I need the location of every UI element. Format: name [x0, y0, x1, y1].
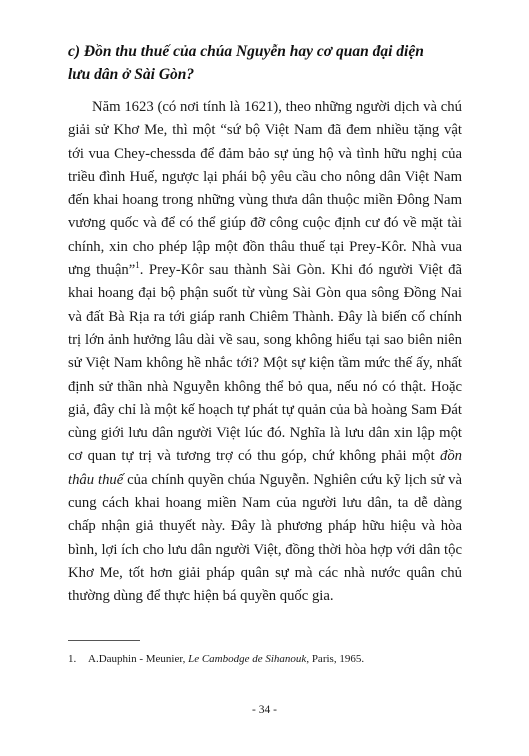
- footnote-title: Le Cambodge de Sihanouk: [188, 653, 307, 665]
- footnote-reference: 1: [135, 260, 140, 271]
- body-text-part-2: . Prey-Kôr sau thành Sài Gòn. Khi đó người Việt đã khai hoang đại bộ phận suốt từ vùng Sài Gòn qua sông Đồng Nai và đất Bà Rịa ra tới giáp ranh Chiêm Thành. Đây là biến cố chính trị lớn ảnh hưởng lâu dài về sau, song không hiểu tại sao biên niên sử Việt Nam không hề nhắc tới? Một sự kiện tầm mức thế ấy, nhất định sử thần nhà Nguyễn không thể bỏ qua, nếu nó có thật. Hoặc giả, đây chỉ là một kế hoạch tự phát tự quản của bà hoàng Sam Đát cùng giới lưu dân người Việt lúc đó. Nghĩa là lưu dân xin lập một cơ quan tự trị và tương trợ có thu góp, chứ không phải một: [68, 262, 462, 465]
- footnote-rest: , Paris, 1965.: [306, 653, 365, 665]
- section-heading-line-1: c) Đồn thu thuế của chúa Nguyễn hay cơ quan đại diện: [68, 43, 424, 60]
- footnote-number: 1.: [68, 653, 77, 665]
- section-heading-line-2: lưu dân ở Sài Gòn?: [68, 66, 195, 83]
- page-number: - 34 -: [252, 704, 277, 716]
- footnote-divider: [68, 640, 140, 641]
- footnote-author: A.Dauphin - Meunier,: [88, 653, 189, 665]
- body-text-part-1: Năm 1623 (có nơi tính là 1621), theo những người dịch và chú giải sử Khơ Me, thì một “sứ bộ Việt Nam đã đem nhiều tặng vật tới vua Chey-chessda để đảm bảo sự ủng hộ và tình hữu nghị của triều đình Huế, ngược lại phái bộ yêu cầu cho nông dân Việt Nam đến khai hoang trong những vùng thưa dân thuộc miền Đông Nam vương quốc và để có thể giúp đỡ công cuộc định cư đó về mặt tài chính, xin cho phép lập một đồn thâu thuế tại Prey-Kôr. Nhà vua ưng thuận”: [68, 99, 462, 279]
- body-paragraph: [68, 96, 462, 609]
- body-text: [68, 96, 462, 609]
- footnote: [68, 652, 468, 666]
- section-heading: [68, 40, 468, 86]
- italic-term: đồn thâu thuế: [68, 448, 462, 488]
- body-text-part-3: của chính quyền chúa Nguyễn. Nghiên cứu kỹ lịch sử và cung cách khai hoang miền Nam của người lưu dân, ta dễ dàng chấp nhận giả thuyết này. Đây là phương pháp hữu hiệu và hòa bình, lợi ích cho lưu dân người Việt, đồng thời hòa hợp với dân tộc Khơ Me, tốt hơn giải pháp quân sự mà các nhà nước quân chủ thường dùng để thực hiện bá quyền quốc gia.: [68, 471, 462, 605]
